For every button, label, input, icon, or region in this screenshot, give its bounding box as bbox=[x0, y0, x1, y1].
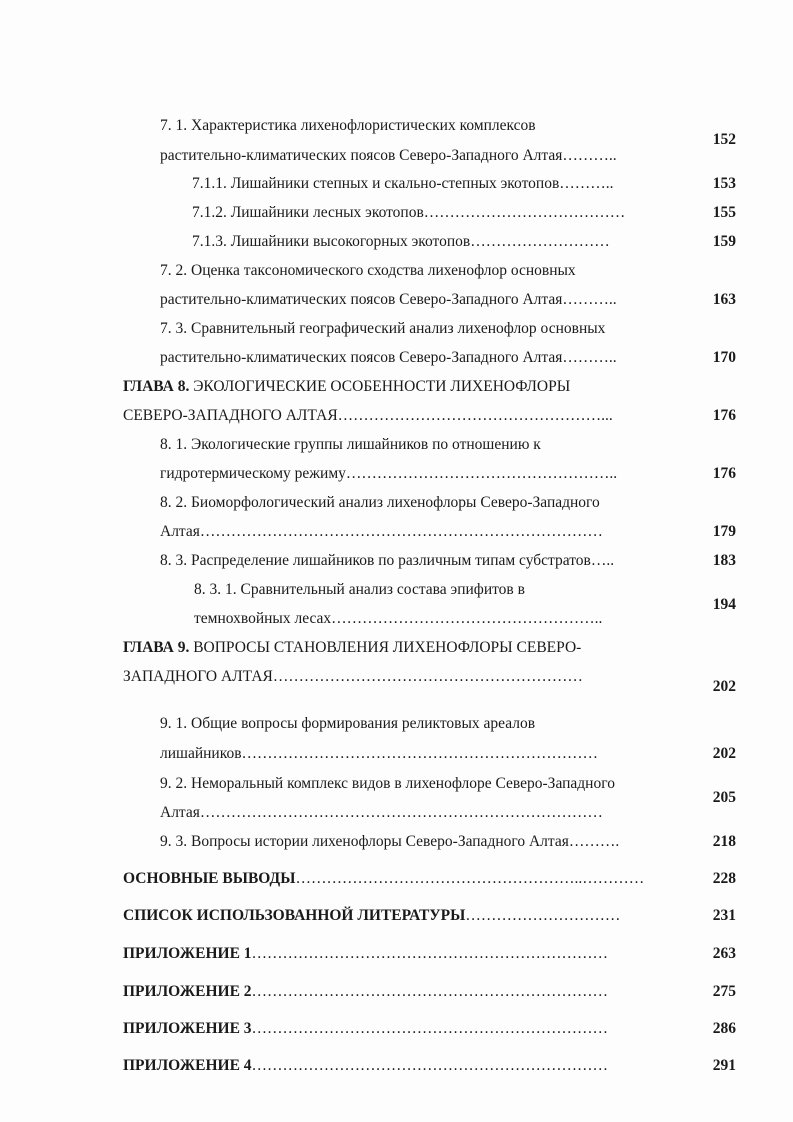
chapter-title: ЭКОЛОГИЧЕСКИЕ ОСОБЕННОСТИ ЛИХЕНОФЛОРЫ bbox=[189, 378, 571, 395]
page-number: 218 bbox=[712, 833, 736, 850]
chapter-title: ВОПРОСЫ СТАНОВЛЕНИЯ ЛИХЕНОФЛОРЫ СЕВЕРО- bbox=[189, 639, 582, 656]
section-title: ОСНОВНЫЕ ВЫВОДЫ bbox=[123, 870, 296, 887]
leader-dots: ………………………………………………..………… bbox=[295, 870, 645, 887]
toc-entry-8-2-line2: Алтая…………………………………………………………………… bbox=[160, 523, 603, 540]
toc-appendix-3 bbox=[123, 1019, 608, 1039]
toc-entry-8-3-1-line2: темнохвойных лесах…………………………………………….. bbox=[194, 610, 603, 627]
toc-entry-8-1-line1: 8. 1. Экологические группы лишайников по отношению к bbox=[160, 436, 541, 453]
page-number: 183 bbox=[712, 552, 736, 569]
page-number: 263 bbox=[712, 945, 736, 962]
page-number: 152 bbox=[712, 131, 736, 148]
toc-chapter-8-line1 bbox=[123, 377, 570, 397]
page-number: 231 bbox=[712, 907, 736, 924]
page-number: 286 bbox=[712, 1020, 736, 1037]
section-title: ПРИЛОЖЕНИЕ 1 bbox=[123, 945, 252, 962]
page-number: 176 bbox=[712, 465, 736, 482]
toc-entry-7-1-line1: 7. 1. Характеристика лихенофлористических комплексов bbox=[160, 117, 536, 134]
section-title: ПРИЛОЖЕНИЕ 3 bbox=[123, 1020, 252, 1037]
toc-entry-7-1-line2: растительно-климатических поясов Северо-Западного Алтая……….. bbox=[160, 147, 617, 164]
page-number: 176 bbox=[712, 407, 736, 424]
section-title: ПРИЛОЖЕНИЕ 2 bbox=[123, 983, 252, 1000]
toc-appendix-4 bbox=[123, 1056, 608, 1076]
page-number: 205 bbox=[712, 789, 736, 806]
toc-chapter-9-line1 bbox=[123, 638, 581, 658]
leader-dots: …………………………………………………………… bbox=[251, 983, 609, 1000]
page-number: 170 bbox=[712, 349, 736, 366]
toc-entry-7-1-1: 7.1.1. Лишайники степных и скально-степных экотопов……….. bbox=[192, 175, 614, 192]
toc-appendix-2 bbox=[123, 982, 608, 1002]
toc-entry-9-1-line2: лишайников…………………………………………………………… bbox=[160, 745, 599, 762]
toc-entry-7-3-line1: 7. 3. Сравнительный географический анализ лихенофлор основных bbox=[160, 320, 606, 337]
page-number: 163 bbox=[712, 291, 736, 308]
leader-dots: …………………………………………………………… bbox=[251, 1057, 609, 1074]
toc-entry-9-2-line2: Алтая…………………………………………………………………… bbox=[160, 804, 603, 821]
section-title: СПИСОК ИСПОЛЬЗОВАННОЙ ЛИТЕРАТУРЫ bbox=[123, 907, 466, 924]
page-number: 228 bbox=[712, 870, 736, 887]
toc-entry-7-1-3: 7.1.3. Лишайники высокогорных экотопов……………………… bbox=[192, 233, 610, 250]
toc-entry-8-3: 8. 3. Распределение лишайников по различным типам субстратов….. bbox=[160, 552, 615, 569]
toc-entry-9-3: 9. 3. Вопросы истории лихенофлоры Северо-Западного Алтая………. bbox=[160, 833, 620, 850]
toc-entry-7-1-2: 7.1.2. Лишайники лесных экотопов………………………………… bbox=[192, 204, 626, 221]
leader-dots: …………………………………………………………… bbox=[251, 1020, 609, 1037]
toc-entry-9-1-line1: 9. 1. Общие вопросы формирования реликтовых ареалов bbox=[160, 715, 536, 732]
toc-entry-7-3-line2: растительно-климатических поясов Северо-Западного Алтая……….. bbox=[160, 349, 617, 366]
toc-references bbox=[123, 906, 620, 926]
toc-entry-8-2-line1: 8. 2. Биоморфологический анализ лихенофлоры Северо-Западного bbox=[160, 494, 600, 511]
leader-dots: …………………………………………………………… bbox=[251, 945, 609, 962]
page-number: 179 bbox=[712, 523, 736, 540]
toc-entry-7-2-line2: растительно-климатических поясов Северо-Западного Алтая……….. bbox=[160, 291, 617, 308]
toc-chapter-9-line2: ЗАПАДНОГО АЛТАЯ…………………………………………………… bbox=[123, 668, 583, 685]
toc-entry-8-1-line2: гидротермическому режиму…………………………………………….. bbox=[160, 465, 618, 482]
page-number: 194 bbox=[712, 596, 736, 613]
page-number: 153 bbox=[712, 175, 736, 192]
leader-dots: ………………………… bbox=[465, 907, 621, 924]
page-number: 275 bbox=[712, 983, 736, 1000]
chapter-label: ГЛАВА 9. bbox=[123, 639, 190, 656]
page-number: 291 bbox=[712, 1057, 736, 1074]
page-number: 159 bbox=[712, 233, 736, 250]
page-number: 202 bbox=[712, 745, 736, 762]
toc-entry-7-2-line1: 7. 2. Оценка таксономического сходства лихенофлор основных bbox=[160, 262, 576, 279]
toc-entry-9-2-line1: 9. 2. Неморальный комплекс видов в лихенофлоре Северо-Западного bbox=[160, 775, 615, 792]
page-number: 202 bbox=[712, 678, 736, 695]
toc-entry-8-3-1-line1: 8. 3. 1. Сравнительный анализ состава эпифитов в bbox=[194, 581, 525, 598]
section-title: ПРИЛОЖЕНИЕ 4 bbox=[123, 1057, 252, 1074]
toc-chapter-8-line2: СЕВЕРО-ЗАПАДНОГО АЛТАЯ……………………………………………... bbox=[123, 407, 613, 424]
toc-appendix-1 bbox=[123, 944, 608, 964]
chapter-label: ГЛАВА 8. bbox=[123, 378, 190, 395]
page-number: 155 bbox=[712, 204, 736, 221]
toc-conclusions bbox=[123, 869, 644, 889]
